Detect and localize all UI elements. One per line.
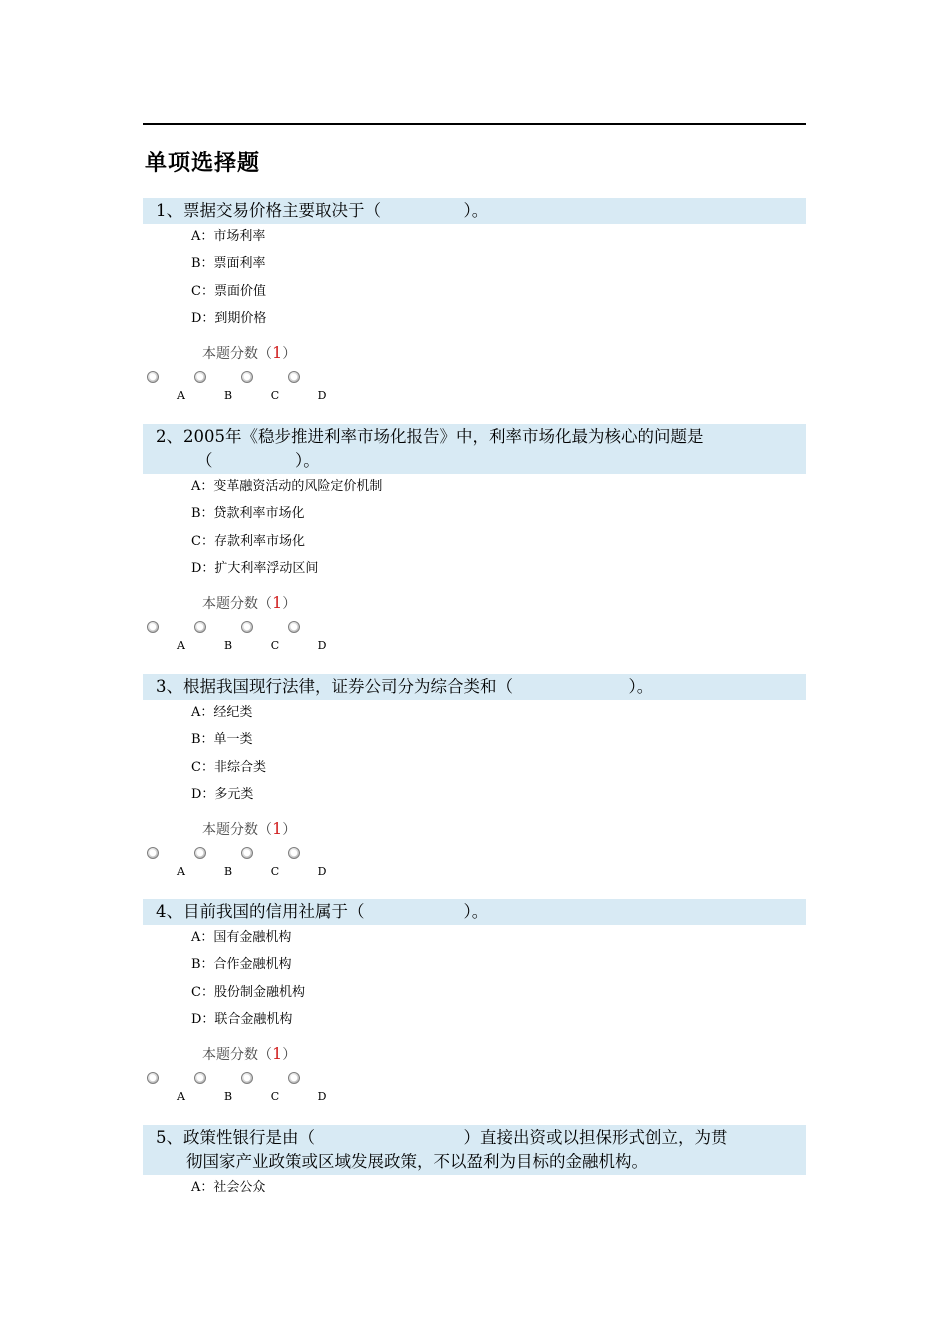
score-label: 本题分数（1）	[202, 343, 297, 363]
option-b: B：单一类	[191, 732, 253, 748]
question-stem	[143, 899, 806, 925]
question-stem-line-2: （ ）。	[196, 451, 320, 470]
option-d: D：到期价格	[191, 310, 267, 326]
question-stem-line: 5、政策性银行是由（ ）直接出资或以担保形式创立，为贯	[156, 1128, 728, 1147]
radio-b[interactable]	[194, 621, 206, 633]
radio-d[interactable]	[288, 1072, 300, 1084]
radio-label-d: D	[317, 865, 327, 879]
option-a: A：经纪类	[191, 705, 253, 720]
option-c: C：存款利率市场化	[191, 533, 305, 549]
radio-a[interactable]	[147, 1072, 159, 1084]
radio-b[interactable]	[194, 371, 206, 383]
question-stem	[143, 1125, 806, 1175]
radio-label-c: C	[270, 389, 280, 403]
option-list	[191, 925, 806, 1034]
option-list	[191, 474, 806, 583]
radio-label-b: B	[223, 865, 233, 879]
radio-b[interactable]	[194, 1072, 206, 1084]
score-value: 1	[272, 593, 283, 613]
radio-c[interactable]	[241, 1072, 253, 1084]
radio-label-a: A	[177, 389, 185, 403]
option-a: A：社会公众	[191, 1180, 266, 1195]
radio-c[interactable]	[241, 621, 253, 633]
option-a: A：变革融资活动的风险定价机制	[191, 479, 383, 494]
score-label: 本题分数（1）	[202, 1044, 297, 1064]
question-5	[143, 1125, 806, 1202]
option-b: B：合作金融机构	[191, 957, 292, 973]
question-4	[143, 899, 806, 1110]
question-stem	[143, 674, 806, 700]
radio-label-a: A	[177, 865, 185, 879]
score-value: 1	[272, 343, 283, 363]
score-label: 本题分数（1）	[202, 593, 297, 613]
option-d: D：扩大利率浮动区间	[191, 560, 319, 576]
radio-label-c: C	[270, 639, 280, 653]
top-rule	[143, 123, 806, 125]
section-title: 单项选择题	[145, 151, 261, 176]
option-d: D：联合金融机构	[191, 1011, 293, 1027]
radio-label-a: A	[177, 639, 185, 653]
option-d: D：多元类	[191, 786, 254, 802]
score-value: 1	[272, 819, 283, 839]
option-list	[191, 700, 806, 809]
radio-label-b: B	[223, 639, 233, 653]
question-1	[143, 198, 806, 409]
answer-radio-group	[143, 1070, 806, 1110]
option-b: B：贷款利率市场化	[191, 506, 305, 522]
question-stem-line-2: 彻国家产业政策或区域发展政策，不以盈利为目标的金融机构。	[186, 1152, 648, 1171]
radio-label-b: B	[223, 1090, 233, 1104]
radio-label-d: D	[317, 1090, 327, 1104]
option-list	[191, 224, 806, 333]
question-stem-line: 1、票据交易价格主要取决于（ ）。	[156, 201, 489, 220]
question-stem	[143, 198, 806, 224]
radio-label-c: C	[270, 865, 280, 879]
option-c: C：股份制金融机构	[191, 984, 305, 1000]
question-stem-line: 4、目前我国的信用社属于（ ）。	[156, 902, 489, 921]
radio-d[interactable]	[288, 371, 300, 383]
question-stem	[143, 424, 806, 474]
score-label: 本题分数（1）	[202, 819, 297, 839]
answer-radio-group	[143, 619, 806, 659]
question-stem-line: 3、根据我国现行法律，证券公司分为综合类和（ ）。	[156, 677, 654, 696]
question-3	[143, 674, 806, 885]
option-a: A：市场利率	[191, 229, 266, 244]
radio-d[interactable]	[288, 621, 300, 633]
question-stem-line: 2、2005年《稳步推进利率市场化报告》中，利率市场化最为核心的问题是	[156, 427, 704, 446]
option-b: B：票面利率	[191, 256, 266, 272]
radio-a[interactable]	[147, 847, 159, 859]
radio-label-d: D	[317, 639, 327, 653]
option-a: A：国有金融机构	[191, 930, 292, 945]
radio-label-d: D	[317, 389, 327, 403]
question-2	[143, 424, 806, 659]
answer-radio-group	[143, 845, 806, 885]
radio-label-b: B	[223, 389, 233, 403]
radio-a[interactable]	[147, 621, 159, 633]
score-value: 1	[272, 1044, 283, 1064]
radio-a[interactable]	[147, 371, 159, 383]
option-c: C：非综合类	[191, 759, 266, 775]
radio-c[interactable]	[241, 371, 253, 383]
answer-radio-group	[143, 369, 806, 409]
option-list	[191, 1175, 806, 1202]
option-c: C：票面价值	[191, 283, 266, 299]
radio-label-c: C	[270, 1090, 280, 1104]
radio-b[interactable]	[194, 847, 206, 859]
radio-label-a: A	[177, 1090, 185, 1104]
radio-c[interactable]	[241, 847, 253, 859]
radio-d[interactable]	[288, 847, 300, 859]
